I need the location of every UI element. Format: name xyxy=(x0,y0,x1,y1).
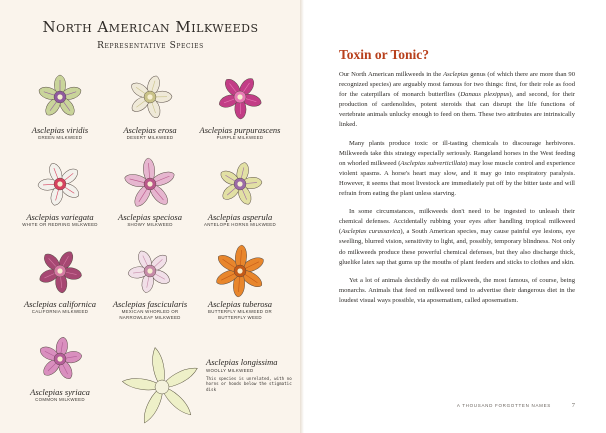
running-head: A THOUSAND FORGOTTEN NAMES xyxy=(456,403,551,408)
page-footer xyxy=(339,403,575,413)
text-run: ) may lose muscle control and experience violent spasms. A horse's heart may slow, and it may go into respiratory paralysis. However, it seems that most livestock are immediately put off by the bitter taste and will refrain from eating the plant unless starving. xyxy=(339,159,575,198)
specimen-common-name: BUTTERFLY MILKWEED OR BUTTERFLY WEED xyxy=(208,309,272,320)
specimen-name: Asclepias purpurascens xyxy=(199,125,281,135)
antelope-horns-flower-icon xyxy=(212,157,268,211)
specimen-common-name: SHOWY MILKWEED xyxy=(127,222,173,227)
text-run: Yet a lot of animals decidedly do eat milkweeds, the most famous, of course, being monarchs. Animals that feed on milkweed tend to advertise their dangerous diet in the loudest visual ways possible, via aposematism, called aposematism. xyxy=(339,276,575,304)
plate-subtitle: Representative Species xyxy=(97,41,204,51)
specimen-common-name: WHITE OR REDRING MILKWEED xyxy=(22,222,98,227)
specimen-1 xyxy=(105,70,195,141)
specimen-5 xyxy=(195,157,285,228)
paragraph xyxy=(339,70,575,131)
specimen-9 xyxy=(15,332,105,403)
specimen-4 xyxy=(105,157,195,228)
specimen-name: Asclepias fascicularis xyxy=(112,299,188,309)
specimen-common-name: CALIFORNIA MILKWEED xyxy=(31,309,89,314)
paragraph xyxy=(339,139,575,200)
text-page xyxy=(304,0,606,433)
plate-title: North American Milkweeds xyxy=(42,18,259,36)
specimen-name: Asclepias variegata xyxy=(26,212,94,222)
specimen-name: Asclepias syriaca xyxy=(30,387,90,397)
specimen-common-name: WOOLLY MILKWEED xyxy=(206,368,254,373)
specimen-name: Asclepias viridis xyxy=(31,125,89,135)
specimen-common-name: ANTELOPE HORNS MILKWEED xyxy=(203,222,277,227)
narrowleaf-milkweed-flower-icon xyxy=(122,244,178,298)
specimen-common-name: PURPLE MILKWEED xyxy=(216,135,264,140)
specimen-note: This species is unrelated, with no horns or hoods below the stigmatic disk xyxy=(206,376,292,392)
italic-term: Asclepias xyxy=(443,71,469,78)
redring-milkweed-flower-icon xyxy=(32,157,88,211)
text-run: In some circumstances, milkweeds don't need to be ingested to unleash their chemical defenses. Accidentally rubbing your eyes after handling tropical milkweed ( xyxy=(339,208,575,236)
article-body xyxy=(339,70,575,314)
text-run: genus (of which there are more than 90 recognized species) are arguably most famous for two things: first, for their role as food for the caterpillars of monarch butterflies ( xyxy=(339,71,575,99)
specimen-0 xyxy=(15,70,105,141)
section-heading: Toxin or Tonic? xyxy=(339,47,430,62)
specimen-name: Asclepias erosa xyxy=(123,125,177,135)
specimen-common-name: MEXICAN WHORLED OR NARROWLEAF MILKWEED xyxy=(119,309,181,320)
page-number: 7 xyxy=(571,402,575,409)
specimen-common-name: GREEN MILKWEED xyxy=(37,135,83,140)
text-run: Many plants produce toxic or ill-tasting chemicals to discourage herbivores. Milkweeds take this strategy especially seriously. Rangeland horses in the West feeding on whorled milkweed ( xyxy=(339,139,575,167)
illustration-plate-page xyxy=(0,0,301,433)
desert-milkweed-flower-icon xyxy=(122,70,178,124)
specimen-common-name: DESERT MILKWEED xyxy=(126,135,174,140)
specimen-6 xyxy=(15,244,105,315)
specimen-3 xyxy=(15,157,105,228)
specimen-name: Asclepias asperula xyxy=(207,212,273,222)
purple-milkweed-flower-icon xyxy=(212,70,268,124)
specimen-8 xyxy=(195,244,285,321)
common-milkweed-flower-icon xyxy=(32,332,88,386)
specimen-name: Asclepias longissima xyxy=(206,357,278,367)
italic-term: Asclepias curassavica xyxy=(341,228,401,236)
showy-milkweed-flower-icon xyxy=(122,157,178,211)
text-run: ), and second, for their production of cardenolides, potent steroids that can disrupt the life functions of vertebrate animals unlucky enough to feed on them. These two attributes are intrinsically linked. xyxy=(339,91,575,129)
italic-term: Danaus plexippus xyxy=(460,91,510,99)
specimen-longissima xyxy=(118,341,298,433)
paragraph xyxy=(339,276,575,306)
text-run: Our North American milkweeds in the xyxy=(339,71,444,78)
specimen-common-name: COMMON MILKWEED xyxy=(35,397,85,402)
specimen-name: Asclepias tuberosa xyxy=(207,299,273,309)
specimen-name: Asclepias californica xyxy=(23,299,96,309)
california-milkweed-flower-icon xyxy=(32,244,88,298)
specimen-2 xyxy=(195,70,285,141)
butterfly-weed-flower-icon xyxy=(212,244,268,298)
text-run: ), a South American species, may cause painful eye lesions, eye swelling, blurred vision, sensitivity to light, and, possibly, temporary blindness. Not only do milkweeds produce these powerful chemical defenses, but they also discharge thick, gluelike latex sap that gums up the mouths of plant feeders and sticks to clothes and skin. xyxy=(339,228,576,266)
paragraph xyxy=(339,207,575,268)
specimen-name: Asclepias speciosa xyxy=(118,212,182,222)
woolly-milkweed-flower-icon xyxy=(118,341,206,433)
italic-term: Asclepias subverticillata xyxy=(400,159,466,167)
specimen-7 xyxy=(105,244,195,321)
green-milkweed-flower-icon xyxy=(32,70,88,124)
